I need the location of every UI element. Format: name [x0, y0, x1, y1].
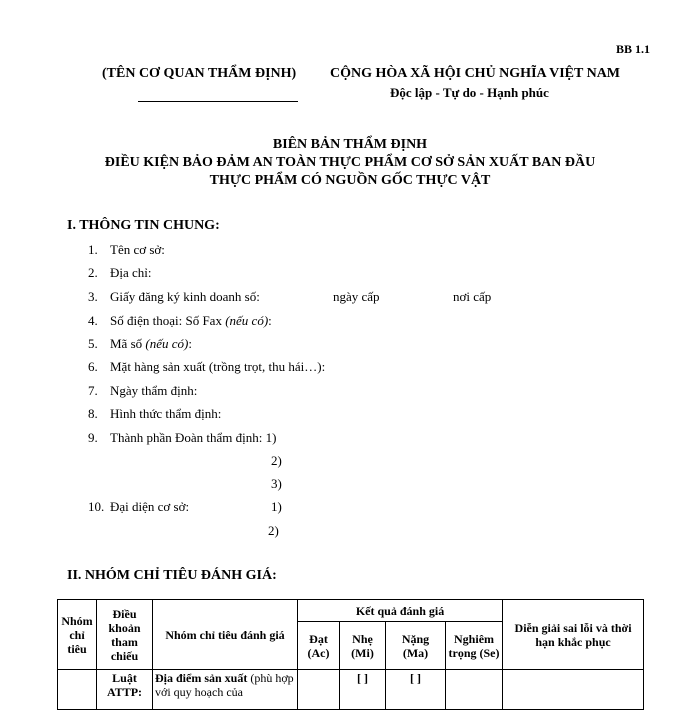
- form-code: BB 1.1: [615, 42, 650, 56]
- item-num: 2.: [88, 265, 98, 280]
- section1-heading: I. THÔNG TIN CHUNG:: [67, 218, 220, 233]
- item-license: Giấy đăng ký kinh doanh số:: [110, 289, 260, 304]
- item-code: Mã số (nếu có):: [110, 336, 192, 351]
- doc-title-line1: BIÊN BẢN THẨM ĐỊNH: [272, 137, 428, 152]
- item-team-2: 2): [271, 453, 282, 468]
- item-num: 5.: [88, 336, 98, 351]
- col-result-header: Kết quả đánh giá: [298, 600, 503, 622]
- item-inspection-form: Hình thức thẩm định:: [110, 406, 222, 421]
- col-group-header: Nhóm chỉ tiêu: [58, 600, 97, 670]
- row1-note: [503, 670, 644, 710]
- col-minor-header: Nhẹ (Mi): [340, 622, 386, 670]
- row1-serious: [446, 670, 503, 710]
- doc-title-line2: ĐIỀU KIỆN BẢO ĐẢM AN TOÀN THỰC PHẨM CƠ SỞ SẢN XUẤT BAN ĐẦU: [104, 155, 596, 170]
- country-name: CỘNG HÒA XÃ HỘI CHỦ NGHĨA VIỆT NAM: [330, 66, 621, 81]
- row1-clause: Luật ATTP:: [97, 670, 153, 710]
- col-note-header: Diễn giải sai lỗi và thời hạn khắc phục: [503, 600, 644, 670]
- doc-title-line3: THỰC PHẨM CÓ NGUỒN GỐC THỰC VẬT: [209, 173, 491, 188]
- row1-minor-checkbox[interactable]: [ ]: [340, 670, 386, 710]
- agency-underline: [138, 101, 298, 102]
- item-num: 3.: [88, 289, 98, 304]
- item-license-place: nơi cấp: [453, 289, 492, 304]
- col-pass-header: Đạt (Ac): [298, 622, 340, 670]
- col-major-header: Nặng (Ma): [386, 622, 446, 670]
- agency-name: (TÊN CƠ QUAN THẨM ĐỊNH): [102, 66, 297, 81]
- item-phone: Số điện thoại: Số Fax (nếu có):: [110, 313, 272, 328]
- row1-pass: [298, 670, 340, 710]
- item-products: Mặt hàng sản xuất (trồng trọt, thu hái…):: [110, 359, 326, 374]
- item-business-name: Tên cơ sở:: [110, 242, 165, 257]
- item-team-3: 3): [271, 476, 282, 491]
- evaluation-table: [57, 599, 644, 710]
- item-num: 1.: [88, 242, 98, 257]
- item-num: 4.: [88, 313, 98, 328]
- col-serious-header: Nghiêm trọng (Se): [446, 622, 503, 670]
- item-num: 6.: [88, 359, 98, 374]
- col-criteria-header: Nhóm chỉ tiêu đánh giá: [153, 600, 298, 670]
- col-clause-header: Điều khoản tham chiếu: [97, 600, 153, 670]
- item-num: 9.: [88, 430, 98, 445]
- item-rep-1: 1): [271, 499, 282, 514]
- item-address: Địa chỉ:: [110, 265, 152, 280]
- item-team: Thành phần Đoàn thẩm định: 1): [110, 430, 277, 445]
- row1-criteria: Địa điểm sản xuất (phù hợp với quy hoạch của: [153, 670, 298, 710]
- item-num: 10.: [88, 499, 105, 514]
- row1-major-checkbox[interactable]: [ ]: [386, 670, 446, 710]
- section2-heading: II. NHÓM CHỈ TIÊU ĐÁNH GIÁ:: [67, 568, 277, 583]
- item-inspection-date: Ngày thẩm định:: [110, 383, 198, 398]
- item-num: 7.: [88, 383, 98, 398]
- item-representative: Đại diện cơ sở:: [110, 499, 190, 514]
- item-rep-2: 2): [268, 523, 279, 538]
- item-num: 8.: [88, 406, 98, 421]
- row1-group: [58, 670, 97, 710]
- item-license-date: ngày cấp: [333, 289, 380, 304]
- motto: Độc lập - Tự do - Hạnh phúc: [390, 85, 549, 100]
